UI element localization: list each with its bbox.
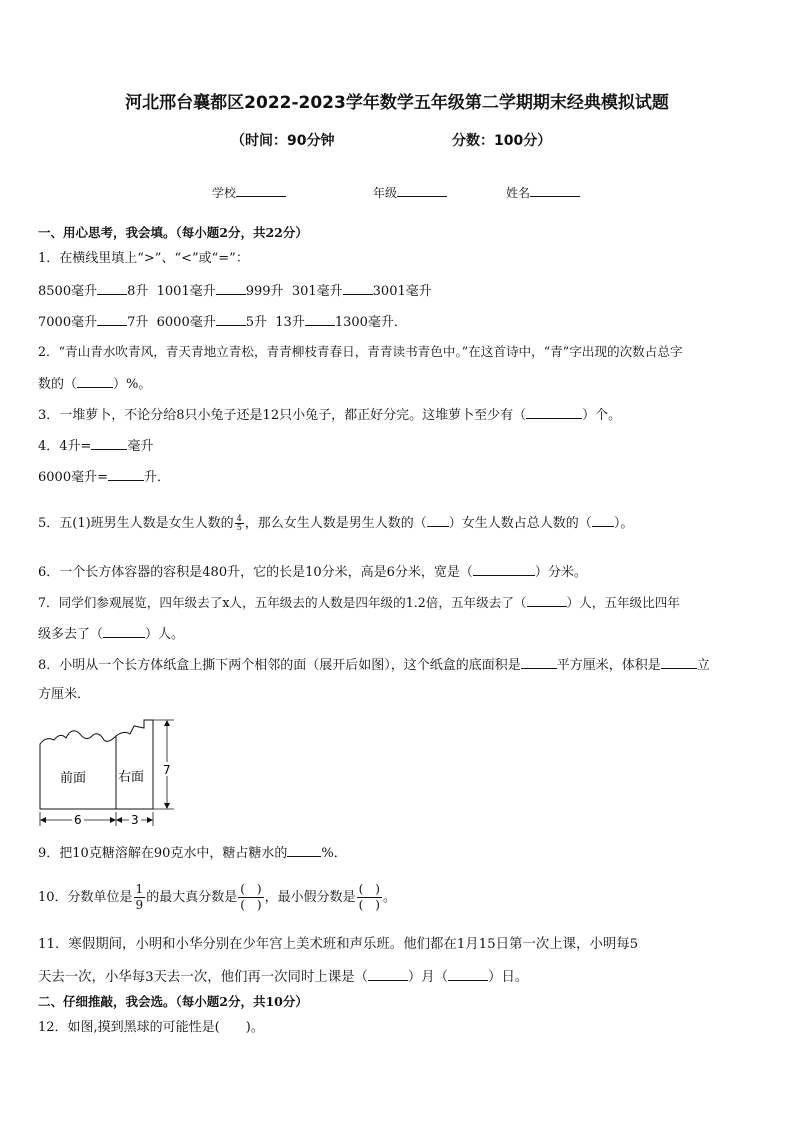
q12: 12．如图,摸到黑球的可能性是( )。 — [38, 1020, 264, 1035]
arrow-left-icon — [40, 817, 46, 823]
answer-blank[interactable] — [97, 312, 127, 326]
q3: 3．一堆萝卜，不论分给8只小兔子还是12只小兔子，都正好分完。这堆萝卜至少有（ ）个。 — [38, 405, 621, 425]
page-title: 河北邢台襄都区2022-2023学年数学五年级第二学期期末经典模拟试题 — [125, 93, 669, 113]
section1-heading: 一、用心思考，我会填。（每小题2分，共22分） — [38, 225, 308, 240]
height-label: 7 — [163, 763, 171, 777]
grade-field[interactable] — [373, 183, 447, 201]
front-label: 前面 — [60, 771, 87, 786]
exam-time: （时间：90分钟 — [231, 133, 335, 149]
q8-line1: 8．小明从一个长方体纸盒上撕下两个相邻的面（展开后如图），这个纸盒的底面积是 平方厘米，体积是 立 — [38, 655, 710, 675]
answer-blank[interactable] — [527, 593, 567, 607]
answer-blank[interactable] — [473, 562, 535, 576]
answer-blank[interactable] — [91, 436, 127, 450]
right-label: 右面 — [118, 770, 145, 785]
answer-blank[interactable] — [216, 281, 246, 295]
arrow-right-icon — [110, 817, 116, 823]
right-face — [116, 720, 153, 809]
q11-line1: 11．寒假期间，小明和小华分别在少年宫上美术班和声乐班。他们都在1月15日第一次上课，小明每5 — [38, 937, 639, 952]
q1-prompt: 1．在横线里填上“>”、“<”或“=”： — [38, 251, 249, 266]
front-width-label: 6 — [74, 813, 82, 827]
grade-label: 年级 — [373, 186, 398, 200]
school-label: 学校 — [212, 186, 237, 200]
box-net-figure — [34, 716, 184, 830]
answer-blank[interactable] — [427, 513, 449, 527]
q11-line2: 天去一次，小华每3天去一次，他们再一次同时上课是（ ）月（ ）日。 — [38, 967, 528, 987]
q2-line1: 2．“青山青水吹青风，青天青地立青松，青青柳枝青春日，青青读书青色中。”在这首诗中，“青”字出现的次数占总字 — [38, 344, 683, 359]
school-field[interactable] — [212, 183, 286, 201]
arrow-up-icon — [164, 720, 170, 726]
front-face — [40, 731, 116, 809]
name-blank[interactable] — [530, 183, 580, 197]
answer-fraction[interactable]: $\frac{( )}{( )}$ — [358, 882, 380, 912]
answer-fraction[interactable]: $\frac{( )}{( )}$ — [240, 882, 262, 912]
answer-blank[interactable] — [108, 467, 144, 481]
name-field[interactable] — [506, 183, 580, 201]
q6: 6．一个长方体容器的容积是480升，它的长是10分米，高是6分米，宽是（ ）分米。 — [38, 562, 587, 582]
exam-score: 分数：100分） — [452, 133, 552, 149]
answer-blank[interactable] — [661, 655, 697, 669]
q10: 10．分数单位是 $\frac{1}{9}$ 的最大真分数是 $\frac{( )}{( )}$ ，最小假分数是 $\frac{( )}{( )}$ 。 — [38, 882, 396, 912]
answer-blank[interactable] — [97, 281, 127, 295]
q1-row2: 7000毫升 7升 6000毫升 5升 13升 1300毫升． — [38, 312, 407, 332]
q1-row1: 8500毫升 8升 1001毫升 999升 301毫升 3001毫升 — [38, 281, 432, 301]
answer-blank[interactable] — [216, 312, 246, 326]
q9: 9．把10克糖溶解在90克水中，糖占糖水的 %． — [38, 843, 347, 863]
arrow-left-icon — [116, 817, 122, 823]
answer-blank[interactable] — [448, 967, 488, 981]
fraction: $\frac{4}{5}$ — [236, 514, 242, 532]
q5: 5．五(1)班男生人数是女生人数的 $\frac{4}{5}$ ，那么女生人数是男生人数的（ ）女生人数占总人数的（ ）。 — [38, 514, 634, 532]
q4-line1: 4．4升= 毫升 — [38, 436, 153, 456]
fraction: $\frac{1}{9}$ — [135, 882, 144, 912]
answer-blank[interactable] — [77, 374, 113, 388]
arrow-down-icon — [164, 803, 170, 809]
answer-blank[interactable] — [103, 624, 145, 638]
q2-line2: 数的（ ）%。 — [38, 374, 151, 394]
q4-line2: 6000毫升= 升． — [38, 467, 170, 487]
school-blank[interactable] — [236, 183, 286, 197]
name-label: 姓名 — [506, 186, 531, 200]
answer-blank[interactable] — [305, 312, 335, 326]
section2-heading: 二、仔细推敲，我会选。（每小题2分，共10分） — [38, 994, 308, 1009]
grade-blank[interactable] — [397, 183, 447, 197]
answer-blank[interactable] — [521, 655, 557, 669]
answer-blank[interactable] — [287, 843, 321, 857]
answer-blank[interactable] — [368, 967, 408, 981]
answer-blank[interactable] — [526, 405, 582, 419]
arrow-right-icon — [147, 817, 153, 823]
right-width-label: 3 — [131, 813, 139, 827]
answer-blank[interactable] — [592, 513, 614, 527]
answer-blank[interactable] — [343, 281, 373, 295]
q7-line1: 7．同学们参观展览，四年级去了x人，五年级去的人数是四年级的1.2倍，五年级去了（ ）人，五年级比四年 — [38, 595, 680, 610]
q8-line2: 方厘米． — [38, 687, 91, 702]
q7-line2: 级多去了（ ）人。 — [38, 624, 184, 644]
